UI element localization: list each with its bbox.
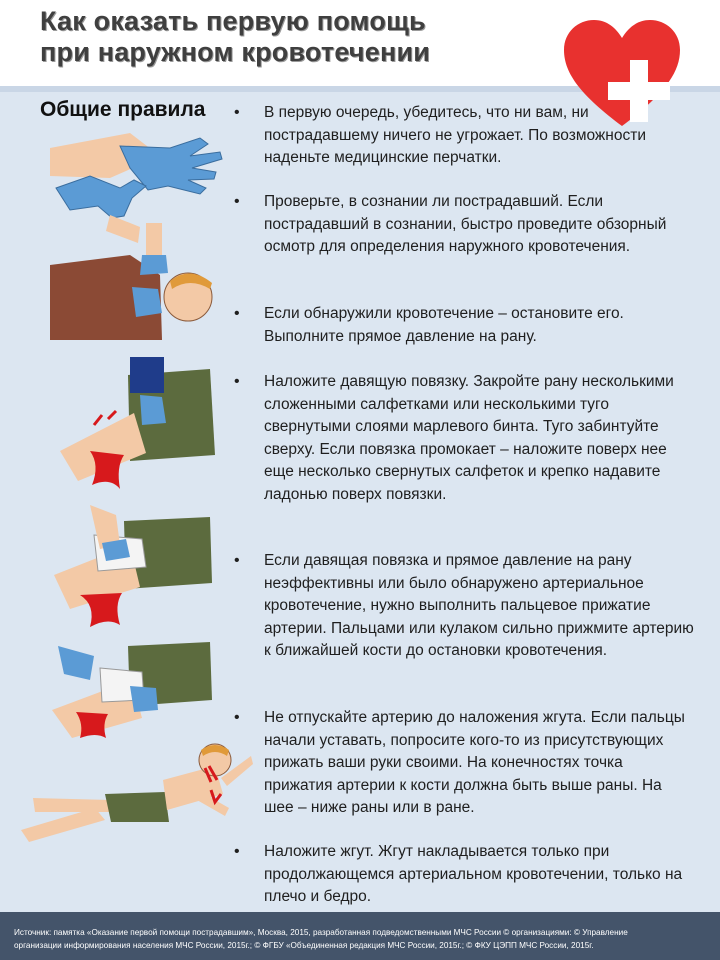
bullet: •	[234, 104, 240, 121]
bullet: •	[234, 843, 240, 860]
bandaging-illustration	[50, 505, 220, 630]
title-line-2: при наружном кровотечении	[40, 37, 431, 67]
artery-pressure-illustration	[50, 640, 220, 740]
rules-heading: Общие правила	[40, 98, 206, 121]
footer-line-2: организации информирования населения МЧС России, 2015г.; © ФГБУ «Объединенная редакция МЧС России, 2015г.; © ФКУ ЦЭПП МЧС России, 2015г.	[14, 941, 594, 950]
lying-victim-illustration	[15, 738, 255, 848]
bullet: •	[234, 373, 240, 390]
title-line-1: Как оказать первую помощь	[40, 6, 426, 36]
pressure-bandage-illustration	[50, 355, 220, 495]
bullet: •	[234, 709, 240, 726]
rule-text: Если давящая повязка и прямое давление на рану неэффективны или было обнаружено артериальное кровотечение, нужно выполнить пальцевое прижатие артерии. Пальцами или кулаком сильно прижмите артерию к ближайшей кости до остановки кровотечения.	[264, 552, 694, 659]
bullet: •	[234, 193, 240, 210]
rule-text: Если обнаружили кровотечение – остановите его. Выполните прямое давление на рану.	[264, 305, 624, 345]
consciousness-check-illustration	[50, 215, 230, 345]
bullet: •	[234, 552, 240, 569]
bullet: •	[234, 305, 240, 322]
rule-text: Наложите жгут. Жгут накладывается только при продолжающемся артериальном кровотечении, только на плечо и бедро.	[264, 843, 683, 905]
rule-text: В первую очередь, убедитесь, что ни вам, ни пострадавшему ничего не угрожает. По возможности наденьте медицинские перчатки.	[264, 104, 646, 166]
rule-text: Не отпускайте артерию до наложения жгута. Если пальцы начали уставать, попросите кого-то из присутствующих прижать ваши руки своими. На конечностях точка прижатия артерии к кости должна быть выше раны. На шее – ниже раны или в ране.	[264, 709, 685, 816]
footer-line-1: Источник: памятка «Оказание первой помощи пострадавшим», Москва, 2015, разработанная подведомственными МЧС России © организациями: © Управление	[14, 928, 628, 937]
footer-source	[14, 926, 708, 952]
page-title	[40, 6, 540, 68]
rule-text: Наложите давящую повязку. Закройте рану несколькими сложенными салфетками или несколькими туго свернутыми слоями марлевого бинта. Туго забинтуйте сверху. Если повязка промокает – наложите поверх нее еще несколько свернутых салфеток и крепко надавите ладонью поверх повязки.	[264, 373, 674, 503]
gloves-illustration	[50, 128, 230, 223]
rule-text: Проверьте, в сознании ли пострадавший. Если пострадавший в сознании, быстро проведите обзорный осмотр для определения наружного кровотечения.	[264, 193, 667, 255]
